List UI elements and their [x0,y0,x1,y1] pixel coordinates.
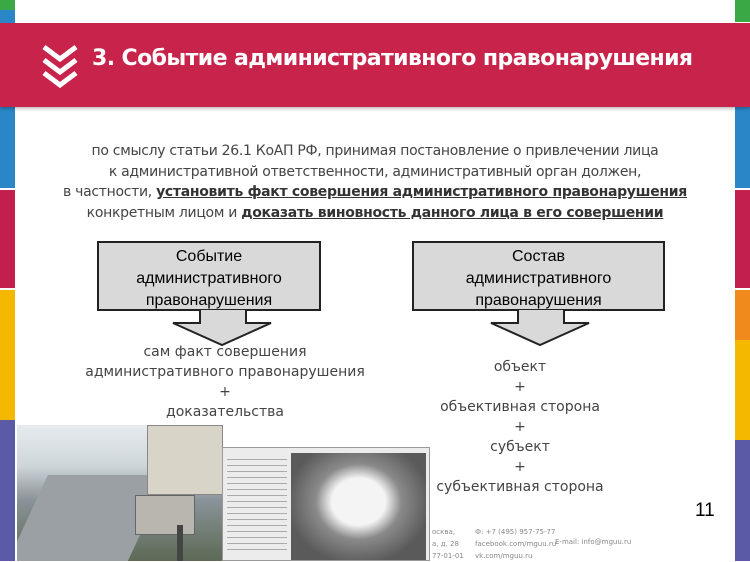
list-item: + [514,459,526,475]
down-arrow-icon [488,309,592,347]
footer-address [432,526,464,562]
list-item: + [514,419,526,435]
triple-chevron-down-icon [40,41,80,91]
title-banner [0,23,750,107]
intro-line: к административной ответственности, административный орган должен, [108,163,642,180]
box-line: правонарушения [475,292,602,309]
intro-text [40,141,710,223]
event-items [70,342,380,422]
slide-title: 3. Событие административного правонарушения [92,46,693,71]
list-item: доказательства [166,404,284,420]
composition-box [412,241,665,311]
intro-line: в частности, [63,184,157,200]
list-item: объективная сторона [440,399,600,415]
box-line: Состав [512,248,565,265]
box-line: Событие [175,248,243,265]
footer-line: а, д. 28 [432,540,459,548]
box-line: административного [465,270,612,287]
event-box [97,241,321,311]
footer-line: осква, [432,528,455,536]
emphasis-establish-fact: установить факт совершения административного правонарушения [156,184,687,200]
list-item: административного правонарушения [85,364,365,380]
list-item: + [514,379,526,395]
camera-software-screenshot [222,447,430,561]
box-line: административного [136,270,282,287]
list-item: субъект [490,439,550,455]
footer-email[interactable]: E-mail: info@mguu.ru [555,538,632,546]
intro-line: по смыслу статьи 26.1 КоАП РФ, принимая постановление о привлечении лица [91,143,659,159]
composition-items [420,357,620,497]
list-item: сам факт совершения [143,344,307,360]
list-item: объект [493,359,547,375]
intro-line: конкретным лицом и [86,204,242,221]
emphasis-prove-guilt: доказать виновность данного лица в его совершении [241,204,664,221]
vk-link[interactable]: vk.com/mguu.ru [475,552,533,560]
footer-line: 77-01-01 [432,552,464,560]
box-line: правонарушения [145,292,273,309]
road-camera-photo [17,425,223,561]
footer-contacts [475,526,556,562]
page-number: 11 [695,500,715,521]
footer-phone: Ф: +7 (495) 957-75-77 [475,528,556,536]
list-item: субъективная сторона [436,479,604,495]
list-item: + [219,384,231,400]
facebook-link[interactable]: facebook.com/mguu.ru [475,540,557,548]
